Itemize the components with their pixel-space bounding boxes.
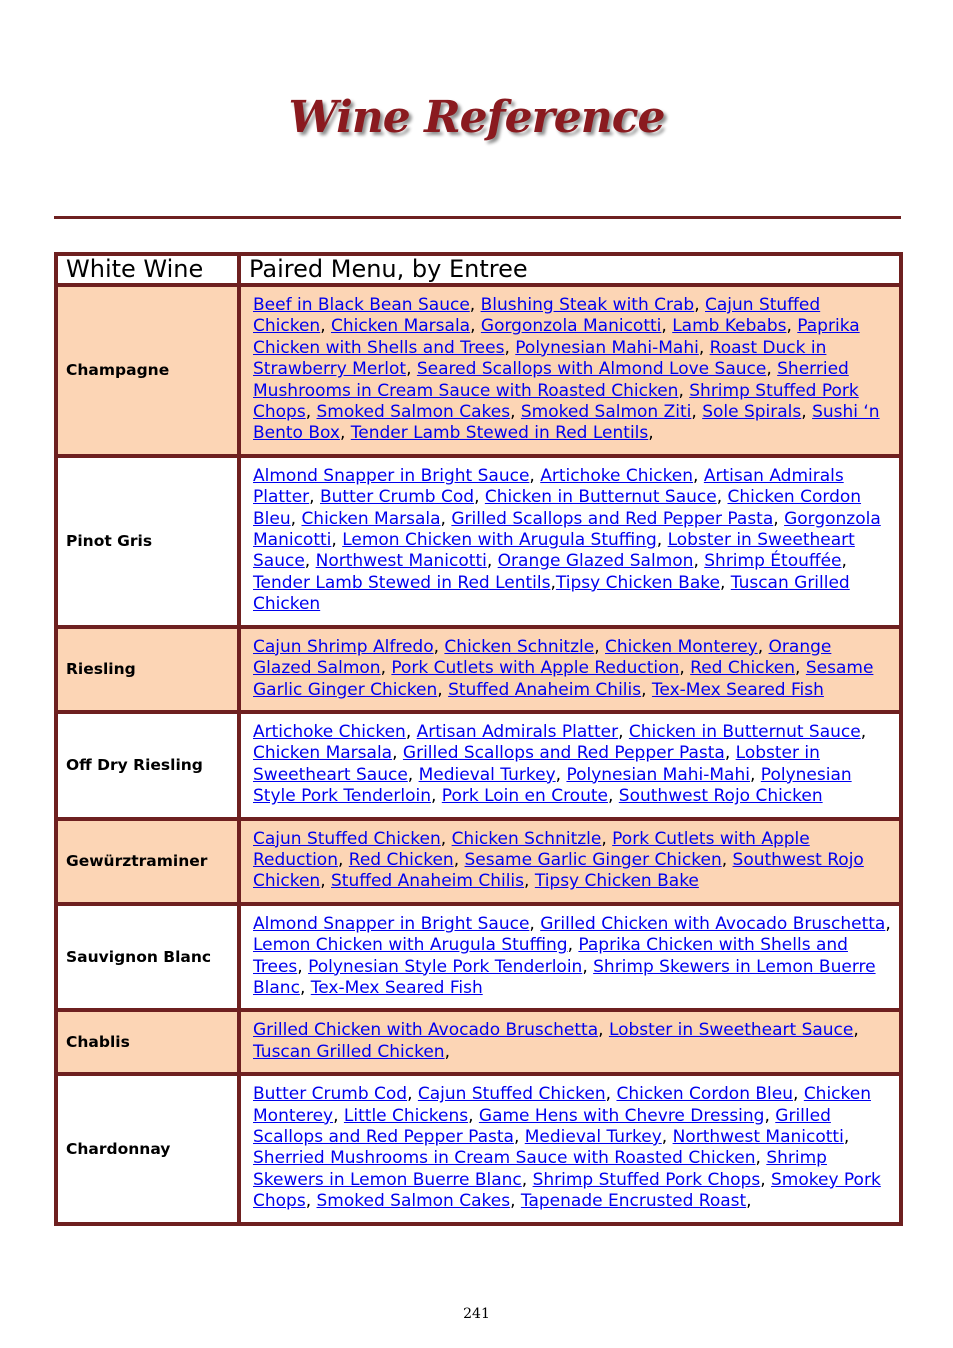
menu-item-link[interactable]: Lobster in Sweetheart Sauce <box>253 530 855 572</box>
menu-item-link[interactable]: Pork Loin en Croute <box>441 786 608 807</box>
menu-item-link[interactable]: Shrimp Skewers in Lemon Buerre Blanc <box>253 956 876 998</box>
menu-item-link[interactable]: Smoked Salmon Cakes <box>316 1191 511 1212</box>
table-row <box>56 712 901 819</box>
table-row <box>56 1010 901 1074</box>
menu-item-link[interactable]: Almond Snapper in Bright Sauce <box>253 913 530 934</box>
menu-item-link[interactable]: Blushing Steak with Crab <box>480 295 695 315</box>
wine-name: Gewürztraminer <box>56 819 239 904</box>
menu-item-link[interactable]: Grilled Scallops and Red Pepper Pasta <box>451 508 774 529</box>
table-row <box>56 819 901 904</box>
menu-item-link[interactable]: Tuscan Grilled Chicken <box>253 572 850 615</box>
menu-item-link[interactable]: Smoked Salmon Ziti <box>520 402 692 423</box>
menu-item-link[interactable]: Grilled Chicken with Avocado Bruschetta <box>540 913 886 934</box>
menu-item-link[interactable]: Gorgonzola Manicotti <box>480 316 662 337</box>
menu-item-link[interactable]: Red Chicken <box>690 658 796 679</box>
wine-name: Champagne <box>56 285 239 456</box>
menu-item-link[interactable]: Shrimp Stuffed Pork Chops <box>532 1169 761 1190</box>
page-number: 241 <box>463 1306 490 1322</box>
menu-item-link[interactable]: Northwest Manicotti <box>672 1127 844 1147</box>
menu-item-link[interactable]: Chicken Marsala <box>253 743 393 764</box>
menu-item-link[interactable]: Tender Lamb Stewed in Red Lentils <box>350 423 649 444</box>
menu-item-link[interactable]: Tapenade Encrusted Roast <box>520 1191 747 1212</box>
menu-item-link[interactable]: Sesame Garlic Ginger Chicken <box>464 849 722 870</box>
menu-item-link[interactable]: Game Hens with Chevre Dressing <box>478 1105 765 1126</box>
menu-item-link[interactable]: Grilled Scallops and Red Pepper Pasta <box>402 743 725 764</box>
header-paired-menu: Paired Menu, by Entree <box>239 254 901 285</box>
wine-name: Chablis <box>56 1010 239 1074</box>
menu-item-link[interactable]: Chicken Schnitzle <box>451 828 602 849</box>
menu-item-link[interactable]: Polynesian Style Pork Tenderloin <box>253 764 852 807</box>
menu-item-link[interactable]: Chicken Monterey <box>605 636 758 657</box>
wine-pairing-table <box>54 252 903 1226</box>
menu-item-link[interactable]: Smokey Pork Chops <box>253 1169 881 1212</box>
menu-item-link[interactable]: Southwest Rojo Chicken <box>618 786 823 807</box>
menu-item-link[interactable]: Cajun Stuffed Chicken <box>253 828 441 849</box>
menu-item-link[interactable]: Sherried Mushrooms in Cream Sauce with Roasted Chicken <box>253 1148 756 1169</box>
menu-item-link[interactable]: Lemon Chicken with Arugula Stuffing <box>342 530 657 551</box>
menu-item-link[interactable]: Artisan Admirals Platter <box>416 721 619 742</box>
paired-menu-cell: Butter Crumb Cod, Cajun Stuffed Chicken, Chicken Cordon Bleu, Chicken Monterey, Little Chickens, Game Hens with Chevre Dressing, Grilled Scallops and Red Pepper Pasta, Medieval Turkey, Northwest Manicotti, Sherried Mushrooms in Cream Sauce with Roasted Chicken, Shrimp Skewers in Lemon Buerre Blanc, Shrimp Stuffed Pork Chops, Smokey Pork Chops, Smoked Salmon Cakes, Tapenade Encrusted Roast, <box>239 1074 901 1223</box>
menu-item-link[interactable]: Grilled Chicken with Avocado Bruschetta <box>253 1020 599 1041</box>
menu-item-link[interactable]: Orange Glazed Salmon <box>253 636 832 679</box>
wine-name: Sauvignon Blanc <box>56 904 239 1011</box>
menu-item-link[interactable]: Artichoke Chicken <box>540 465 694 486</box>
menu-item-link[interactable]: Seared Scallops with Almond Love Sauce <box>416 359 767 380</box>
menu-item-link[interactable]: Chicken Schnitzle <box>444 636 595 657</box>
paired-menu-cell: Grilled Chicken with Avocado Bruschetta, Lobster in Sweetheart Sauce, Tuscan Grilled Chicken, <box>239 1010 901 1074</box>
menu-item-link[interactable]: Little Chickens <box>343 1105 469 1126</box>
table-header-row <box>56 254 901 285</box>
menu-item-link[interactable]: Chicken Marsala <box>331 316 471 337</box>
menu-item-link[interactable]: Medieval Turkey <box>524 1127 662 1147</box>
table-row <box>56 456 901 627</box>
menu-item-link[interactable]: Shrimp Skewers in Lemon Buerre Blanc <box>253 1148 827 1190</box>
menu-item-link[interactable]: Sole Spirals <box>702 402 802 423</box>
menu-item-link[interactable]: Orange Glazed Salmon <box>497 551 694 572</box>
menu-item-link[interactable]: Red Chicken <box>348 849 454 870</box>
menu-item-link[interactable]: Sherried Mushrooms in Cream Sauce with Roasted Chicken <box>253 359 849 401</box>
menu-item-link[interactable]: Tender Lamb Stewed in Red Lentils <box>253 572 551 593</box>
menu-item-link[interactable]: Tex-Mex Seared Fish <box>651 679 824 700</box>
menu-item-link[interactable]: Shrimp Étouffée <box>704 551 842 572</box>
menu-item-link[interactable]: Polynesian Mahi-Mahi <box>515 337 699 358</box>
menu-item-link[interactable]: Paprika Chicken with Shells and Trees <box>253 316 860 358</box>
menu-item-link[interactable]: Tex-Mex Seared Fish <box>310 977 483 998</box>
menu-item-link[interactable]: Chicken Marsala <box>301 508 441 529</box>
menu-item-link[interactable]: Cajun Stuffed Chicken <box>253 295 821 337</box>
header-white-wine: White Wine <box>56 254 239 285</box>
menu-item-link[interactable]: Pork Cutlets with Apple Reduction <box>391 658 680 679</box>
menu-item-link[interactable]: Cajun Shrimp Alfredo <box>253 636 434 657</box>
menu-item-link[interactable]: Chicken Cordon Bleu <box>253 487 862 529</box>
menu-item-link[interactable]: Tuscan Grilled Chicken <box>253 1041 445 1062</box>
menu-item-link[interactable]: Artichoke Chicken <box>253 721 406 742</box>
page-title: Wine Reference <box>288 92 665 143</box>
menu-item-link[interactable]: Almond Snapper in Bright Sauce <box>253 465 530 486</box>
menu-item-link[interactable]: Tipsy Chicken Bake <box>534 871 699 892</box>
menu-item-link[interactable]: Pork Cutlets with Apple Reduction <box>253 828 810 870</box>
menu-item-link[interactable]: Lobster in Sweetheart Sauce <box>253 743 820 785</box>
paired-menu-cell: Beef in Black Bean Sauce, Blushing Steak with Crab, Cajun Stuffed Chicken, Chicken Marsala, Gorgonzola Manicotti, Lamb Kebabs, Paprika Chicken with Shells and Trees, Polynesian Mahi-Mahi, Roast Duck in Strawberry Merlot, Seared Scallops with Almond Love Sauce, Sherried Mushrooms in Cream Sauce with Roasted Chicken, Shrimp Stuffed Pork Chops, Smoked Salmon Cakes, Smoked Salmon Ziti, Sole Spirals, Sushi ‘n Bento Box, Tender Lamb Stewed in Red Lentils, <box>239 285 901 456</box>
menu-item-link[interactable]: Artisan Admirals Platter <box>253 465 844 508</box>
menu-item-link[interactable]: Sesame Garlic Ginger Chicken <box>253 658 874 700</box>
menu-item-link[interactable]: Lamb Kebabs <box>672 316 787 337</box>
menu-item-link[interactable]: Chicken in Butternut Sauce <box>484 487 717 508</box>
paired-menu-cell: Cajun Shrimp Alfredo, Chicken Schnitzle, Chicken Monterey, Orange Glazed Salmon, Pork Cutlets with Apple Reduction, Red Chicken, Sesame Garlic Ginger Chicken, Stuffed Anaheim Chilis, Tex-Mex Seared Fish <box>239 627 901 712</box>
menu-item-link[interactable]: Tipsy Chicken Bake <box>555 572 720 593</box>
wine-name: Pinot Gris <box>56 456 239 627</box>
menu-item-link[interactable]: Shrimp Stuffed Pork Chops <box>253 380 859 423</box>
menu-item-link[interactable]: Sushi ‘n Bento Box <box>253 402 880 444</box>
menu-item-link[interactable]: Butter Crumb Cod <box>253 1084 408 1105</box>
menu-item-link[interactable]: Gorgonzola Manicotti <box>253 508 881 551</box>
wine-name: Riesling <box>56 627 239 712</box>
paired-menu-cell: Artichoke Chicken, Artisan Admirals Platter, Chicken in Butternut Sauce, Chicken Marsala, Grilled Scallops and Red Pepper Pasta, Lobster in Sweetheart Sauce, Medieval Turkey, Polynesian Mahi-Mahi, Polynesian Style Pork Tenderloin, Pork Loin en Croute, Southwest Rojo Chicken <box>239 712 901 819</box>
table-row <box>56 1074 901 1223</box>
menu-item-link[interactable]: Beef in Black Bean Sauce <box>253 295 470 315</box>
title-divider <box>54 216 901 219</box>
menu-item-link[interactable]: Lemon Chicken with Arugula Stuffing <box>253 935 568 956</box>
menu-item-link[interactable]: Butter Crumb Cod <box>319 487 475 508</box>
wine-name: Chardonnay <box>56 1074 239 1223</box>
menu-item-link[interactable]: Smoked Salmon Cakes <box>316 402 511 423</box>
menu-item-link[interactable]: Cajun Stuffed Chicken <box>417 1084 606 1105</box>
menu-item-link[interactable]: Chicken Monterey <box>253 1084 871 1126</box>
menu-item-link[interactable]: Paprika Chicken with Shells and Trees <box>253 935 848 977</box>
menu-item-link[interactable]: Lobster in Sweetheart Sauce <box>608 1020 854 1041</box>
paired-menu-cell: Almond Snapper in Bright Sauce, Grilled Chicken with Avocado Bruschetta, Lemon Chicken with Arugula Stuffing, Paprika Chicken with Shells and Trees, Polynesian Style Pork Tenderloin, Shrimp Skewers in Lemon Buerre Blanc, Tex-Mex Seared Fish <box>239 904 901 1011</box>
table-row <box>56 285 901 456</box>
menu-item-link[interactable]: Polynesian Style Pork Tenderloin <box>308 956 583 977</box>
table-row <box>56 627 901 712</box>
menu-item-link[interactable]: Roast Duck in Strawberry Merlot <box>253 337 827 380</box>
menu-item-link[interactable]: Northwest Manicotti <box>315 551 487 572</box>
wine-name: Off Dry Riesling <box>56 712 239 819</box>
menu-item-link[interactable]: Stuffed Anaheim Chilis <box>331 871 525 892</box>
menu-item-link[interactable]: Stuffed Anaheim Chilis <box>448 679 642 700</box>
menu-item-link[interactable]: Polynesian Mahi-Mahi <box>566 764 750 785</box>
menu-item-link[interactable]: Chicken in Butternut Sauce <box>628 721 861 742</box>
paired-menu-cell: Almond Snapper in Bright Sauce, Artichoke Chicken, Artisan Admirals Platter, Butter Crumb Cod, Chicken in Butternut Sauce, Chicken Cordon Bleu, Chicken Marsala, Grilled Scallops and Red Pepper Pasta, Gorgonzola Manicotti, Lemon Chicken with Arugula Stuffing, Lobster in Sweetheart Sauce, Northwest Manicotti, Orange Glazed Salmon, Shrimp Étouffée, Tender Lamb Stewed in Red Lentils,Tipsy Chicken Bake, Tuscan Grilled Chicken <box>239 456 901 627</box>
paired-menu-cell: Cajun Stuffed Chicken, Chicken Schnitzle, Pork Cutlets with Apple Reduction, Red Chicken, Sesame Garlic Ginger Chicken, Southwest Rojo Chicken, Stuffed Anaheim Chilis, Tipsy Chicken Bake <box>239 819 901 904</box>
menu-item-link[interactable]: Grilled Scallops and Red Pepper Pasta <box>253 1105 831 1147</box>
menu-item-link[interactable]: Southwest Rojo Chicken <box>253 849 864 892</box>
menu-item-link[interactable]: Medieval Turkey <box>418 764 556 785</box>
table-row <box>56 904 901 1011</box>
menu-item-link[interactable]: Chicken Cordon Bleu <box>616 1084 793 1105</box>
